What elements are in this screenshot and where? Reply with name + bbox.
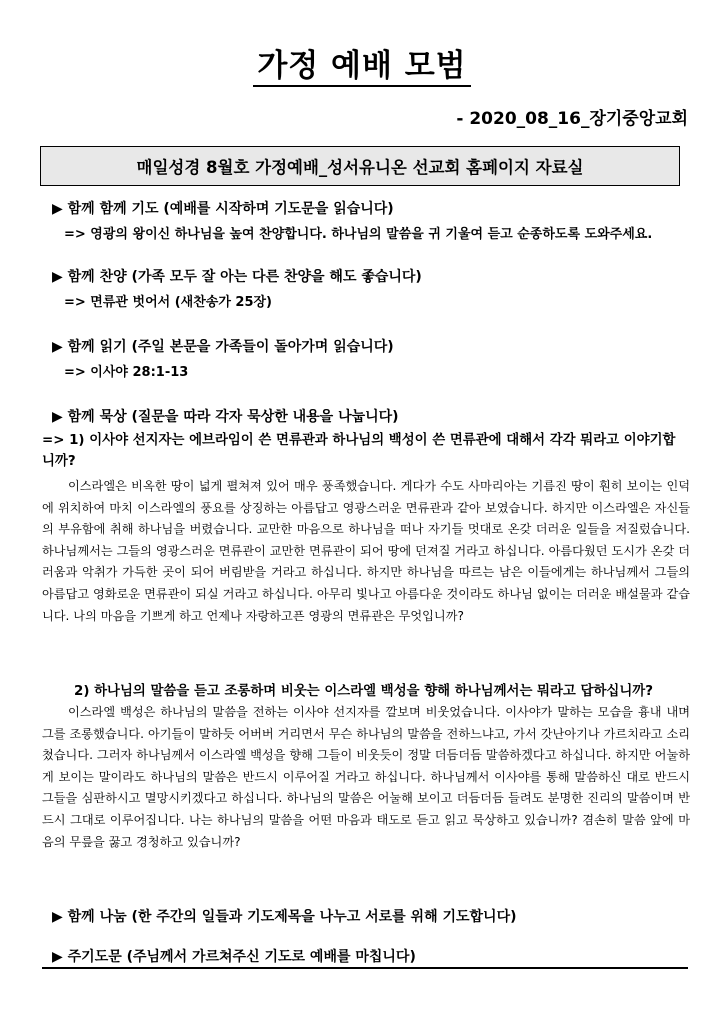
church-date-line: - 2020_08_16_장기중앙교회 (456, 109, 688, 129)
page-title-text: 가정 예배 모범 (253, 48, 470, 87)
reading-heading: ▶ 함께 읽기 (주일 본문을 가족들이 돌아가며 읽습니다) (52, 339, 394, 355)
meditation-heading: ▶ 함께 묵상 (질문을 따라 각자 묵상한 내용을 나눕니다) (52, 409, 399, 425)
prayer-content: => 영광의 왕이신 하나님을 높여 찬양합니다. 하나님의 말씀을 귀 기울여 듣고 순종하도록 도와주세요. (64, 227, 653, 242)
lords-prayer-heading: ▶ 주기도문 (주님께서 가르쳐주신 기도로 예배를 마칩니다) (52, 949, 416, 965)
page-title (0, 40, 724, 85)
bottom-divider (42, 967, 688, 969)
source-box-text: 매일성경 8월호 가정예배_성서유니온 선교회 홈페이지 자료실 (136, 158, 584, 177)
praise-heading: ▶ 함께 찬양 (가족 모두 잘 아는 다른 찬양을 해도 좋습니다) (52, 269, 422, 285)
source-box (40, 146, 680, 186)
meditation-answer-1: 이스라엘은 비옥한 땅이 넓게 펼쳐져 있어 매우 풍족했습니다. 게다가 수도 사마리아는 기름진 땅이 훤히 보이는 인덕에 위치하여 마치 이스라엘의 풍요를 상징하는 아름답고 영광스러운 면류관과 같아 보였습니다. 하지만 이스라엘은 자신들의 부유함에 취해 하나님을 버렸습니다. 교만한 마음으로 하나님을 떠나 자기들 멋대로 온갖 더러운 일들을 저질렀습니다. 하나님께서는 그들의 영광스러운 면류관이 교만한 면류관이 되어 땅에 던져질 거라고 하십니다. 아름다웠던 도시가 온갖 더러움과 악취가 가득한 곳이 되어 버림받을 거라고 하십니다. 하지만 하나님을 따르는 남은 이들에게는 하나님께서 그들의 아름답고 영화로운 면류관이 되실 거라고 하십니다. 아무리 빛나고 아름다운 것이라도 하나님 없이는 더러운 배설물과 같습니다. 나의 마음을 기쁘게 하고 언제나 자랑하고픈 영광의 면류관은 무엇입니까? (42, 479, 690, 623)
praise-content: => 면류관 벗어서 (새찬송가 25장) (64, 295, 273, 310)
sharing-heading: ▶ 함께 나눔 (한 주간의 일들과 기도제목을 나누고 서로를 위해 기도합니다) (52, 909, 517, 925)
prayer-heading: ▶ 함께 함께 기도 (예배를 시작하며 기도문을 읽습니다) (52, 201, 394, 217)
meditation-question-2: 2) 하나님의 말씀을 듣고 조롱하며 비웃는 이스라엘 백성을 향해 하나님께서는 뭐라고 답하십니까? (74, 684, 653, 699)
meditation-answer-2: 이스라엘 백성은 하나님의 말씀을 전하는 이사야 선지자를 깔보며 비웃었습니다. 이사야가 말하는 모습을 흉내 내며 그를 조롱했습니다. 아기들이 말하듯 어버버 거리면서 무슨 하나님의 말씀을 전하느냐고, 가서 갓난아기나 가르치라고 소리쳤습니다. 그러자 하나님께서 이스라엘 백성을 향해 그들이 비웃듯이 정말 더듬더듬 말씀하겠다고 하십니다. 하지만 어눌하게 보이는 말이라도 하나님의 말씀은 반드시 이루어질 거라고 하십니다. 하나님께서 이사야를 통해 말씀하신 대로 반드시 그들을 심판하시고 멸망시키겠다고 하십니다. 하나님의 말씀은 어눌해 보이고 더듬더듬 들려도 분명한 진리의 말씀이며 반드시 그대로 이루어집니다. 나는 하나님의 말씀을 어떤 마음과 태도로 듣고 읽고 묵상하고 있습니까? 겸손히 말씀 앞에 마음의 무릎을 꿇고 경청하고 있습니까? (42, 705, 690, 849)
meditation-question-1: => 1) 이사야 선지자는 에브라임이 쓴 면류관과 하나님의 백성이 쓴 면류관에 대해서 각각 뭐라고 이야기합니까? (42, 433, 676, 469)
reading-content: => 이사야 28:1-13 (64, 365, 189, 380)
